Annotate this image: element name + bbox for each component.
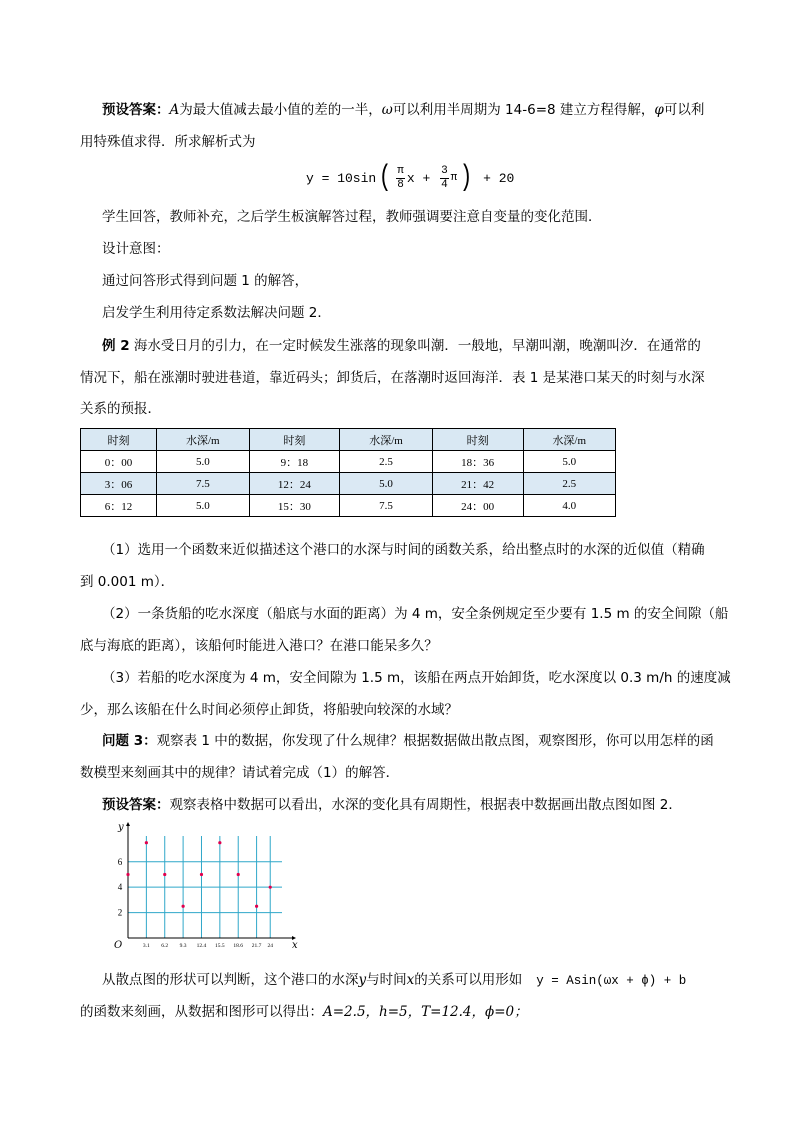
chart-points	[126, 841, 271, 908]
formula-rhs: + 20	[475, 170, 515, 186]
right-paren: )	[459, 161, 473, 195]
data-point	[269, 886, 272, 889]
text: 从散点图的形状可以判断，这个港口的水深	[102, 972, 359, 988]
table-header-row	[81, 429, 616, 451]
data-point	[126, 873, 129, 876]
formula-mid: x +	[406, 170, 439, 186]
y-tick-label: 4	[117, 882, 123, 893]
example-2-line-1	[102, 336, 722, 356]
preset-answer-line-1	[102, 100, 722, 120]
table-cell: 2.5	[340, 451, 432, 473]
table-header: 时刻	[432, 429, 523, 451]
model-formula: y = Asin(ωx + ϕ) + b	[536, 974, 687, 988]
x-tick-label: 6.2	[161, 943, 169, 949]
table-cell: 7.5	[340, 495, 432, 517]
frac-den: 8	[397, 178, 404, 191]
x-tick-label: 24	[267, 943, 273, 949]
origin-label: O	[114, 940, 123, 951]
text: 观察表 1 中的数据，你发现了什么规律？根据数据做出散点图，观察图形，你可以用怎样的函	[156, 733, 714, 749]
problem-3-line-2: 数模型来刻画其中的规律？请试着完成（1）的解答．	[80, 765, 400, 781]
table-row	[81, 451, 616, 473]
text: 海水受日月的引力，在一定时候发生涨落的现象叫潮．一般地，早潮叫潮，晚潮叫汐．在通常的	[129, 338, 701, 354]
table-cell: 3：06	[81, 473, 157, 495]
table-cell: 12：24	[249, 473, 340, 495]
text-line: 设计意图：	[102, 241, 170, 257]
table-cell: 9：18	[249, 451, 340, 473]
table-header: 水深/m	[523, 429, 616, 451]
scatter-plot	[110, 820, 300, 952]
left-paren: (	[378, 161, 392, 195]
y-axis-label: y	[118, 822, 124, 833]
fraction-3-over-4	[440, 165, 449, 192]
example-2-line-3: 关系的预报．	[80, 401, 161, 417]
x-tick-label: 9.3	[179, 943, 187, 949]
data-point	[182, 905, 185, 908]
x-tick-label: 12.4	[196, 943, 207, 949]
table-row	[81, 473, 616, 495]
table-cell: 24：00	[432, 495, 523, 517]
preset-answer-label: 预设答案：	[102, 797, 170, 813]
table-cell: 15：30	[249, 495, 340, 517]
table-cell: 7.5	[157, 473, 249, 495]
var-y: y	[358, 972, 367, 988]
table-cell: 5.0	[157, 495, 249, 517]
question-1-line-2: 到 0.001 m）．	[80, 574, 175, 590]
text: 为最大值减去最小值的差的一半，	[179, 102, 382, 118]
chart-grid	[128, 836, 282, 938]
text: 与时间	[366, 972, 407, 988]
table-cell: 2.5	[523, 473, 616, 495]
data-point	[237, 873, 240, 876]
frac-den: 4	[441, 178, 448, 191]
table-cell: 18：36	[432, 451, 523, 473]
question-3-line-1: （3）若船的吃水深度为 4 m，安全间隙为 1.5 m，该船在两点开始卸货，吃水深度以 0.3 m/h 的速度减	[102, 670, 731, 686]
final-line-2	[80, 1002, 700, 1022]
tide-table	[80, 428, 616, 517]
text: 的函数来刻画，从数据和图形可以得出：	[80, 1004, 323, 1020]
text-line: 通过问答形式得到问题 1 的解答，	[102, 273, 309, 289]
frac-num: 3	[441, 164, 448, 177]
data-point	[218, 841, 221, 844]
frac-num: π	[397, 164, 404, 177]
y-tick-label: 2	[117, 907, 123, 918]
var-x: x	[406, 972, 415, 988]
analytic-formula	[306, 162, 514, 194]
x-tick-label: 21.7	[251, 943, 262, 949]
text-line: 学生回答，教师补充，之后学生板演解答过程，教师强调要注意自变量的变化范围．	[102, 209, 602, 225]
var-phi: φ	[654, 102, 664, 118]
problem-3-label: 问题 3：	[102, 733, 157, 749]
table-cell: 0：00	[81, 451, 157, 473]
var-A: A	[169, 102, 180, 118]
data-point	[255, 905, 258, 908]
table-cell: 6：12	[81, 495, 157, 517]
chart-ticks	[118, 857, 273, 949]
y-tick-label: 6	[117, 856, 123, 867]
formula-pi: π	[450, 172, 458, 184]
data-point	[145, 841, 148, 844]
table-header: 水深/m	[157, 429, 249, 451]
example-label: 例 2	[102, 338, 130, 354]
text: 观察表格中数据可以看出，水深的变化具有周期性，根据表中数据画出散点图如图 2．	[169, 797, 682, 813]
y-axis-arrow	[126, 822, 130, 826]
data-point	[163, 873, 166, 876]
params: A=2.5，h=5，T=12.4，ϕ=0；	[323, 1004, 528, 1020]
text-line: 启发学生利用待定系数法解决问题 2．	[102, 305, 331, 321]
text: 可以利用半周期为 14-6=8 建立方程得解，	[392, 102, 655, 118]
x-tick-label: 18.6	[233, 943, 244, 949]
fraction-pi-over-8	[396, 165, 405, 192]
var-omega: ω	[381, 102, 393, 118]
table-cell: 5.0	[523, 451, 616, 473]
text: 的关系可以用形如	[414, 972, 523, 988]
text: 可以利	[663, 102, 705, 118]
table-cell: 21：42	[432, 473, 523, 495]
x-tick-label: 15.5	[215, 943, 225, 949]
table-header: 时刻	[249, 429, 340, 451]
question-3-line-2: 少，那么该船在什么时间必须停止卸货，将船驶向较深的水域？	[80, 702, 458, 718]
preset-answer-label: 预设答案：	[102, 102, 170, 118]
problem-3-line-1	[102, 731, 722, 751]
table-header: 时刻	[81, 429, 157, 451]
question-2-line-1: （2）一条货船的吃水深度（船底与水面的距离）为 4 m，安全条例规定至少要有 1.5 m 的安全间隙（船	[102, 606, 729, 622]
question-2-line-2: 底与海底的距离），该船何时能进入港口？在港口能呆多久？	[80, 638, 438, 654]
data-point	[200, 873, 203, 876]
table-cell: 4.0	[523, 495, 616, 517]
x-axis-label: x	[292, 940, 298, 951]
formula-lhs: y = 10sin	[306, 170, 377, 186]
table-cell: 5.0	[340, 473, 432, 495]
final-line-1	[102, 970, 722, 991]
preset-answer-line-2: 用特殊值求得．所求解析式为	[80, 134, 256, 150]
x-tick-label: 3.1	[142, 943, 150, 949]
table-cell: 5.0	[157, 451, 249, 473]
preset-answer-2	[102, 795, 722, 815]
question-1-line-1: （1）选用一个函数来近似描述这个港口的水深与时间的函数关系，给出整点时的水深的近似值（精确	[102, 542, 705, 558]
example-2-line-2: 情况下，船在涨潮时驶进巷道，靠近码头；卸货后，在落潮时返回海洋．表 1 是某港口某天的时刻与水深	[80, 370, 705, 386]
table-header: 水深/m	[340, 429, 432, 451]
table-row	[81, 495, 616, 517]
